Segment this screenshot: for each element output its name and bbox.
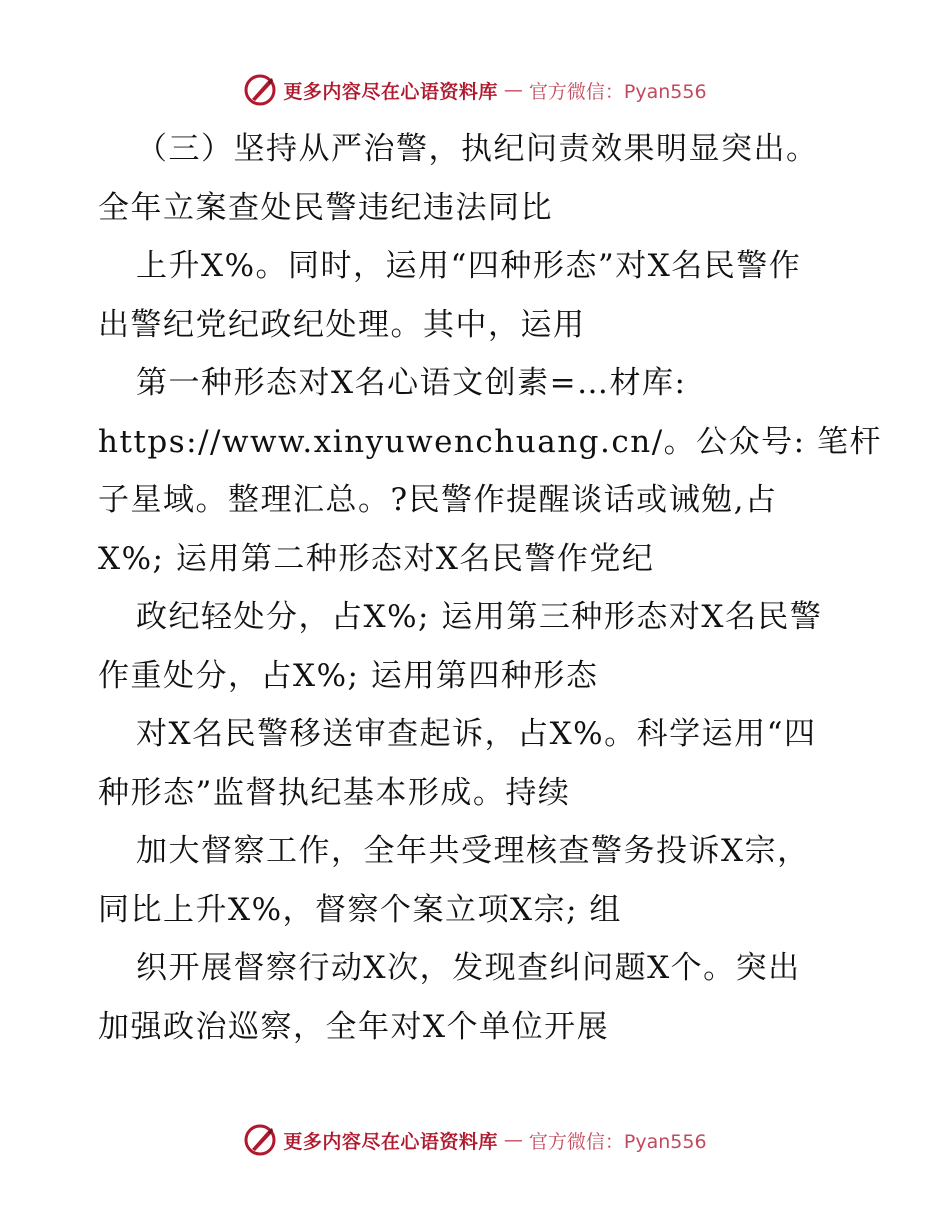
body-line: 种形态”监督执纪基本形成。持续 [98, 774, 571, 811]
body-line: 加大督察工作，全年共受理核查警务投诉X宗， [136, 833, 810, 869]
body-line: 政纪轻处分，占X%; 运用第三种形态对X名民警 [136, 599, 823, 635]
footer-site-text: 更多内容尽在心语资料库 [283, 1130, 498, 1153]
body-line: 子星域。整理汇总。?民警作提醒谈话或诫勉,占 [98, 482, 778, 518]
footer-banner [0, 1118, 950, 1162]
header-separator: — [503, 79, 523, 101]
body-line: 同比上升X%，督察个案立项X宗; 组 [98, 891, 622, 928]
body-line: （三）坚持从严治警，执纪问责效果明显突出。 [136, 131, 819, 167]
body-line: X%; 运用第二种形态对X名民警作党纪 [98, 540, 655, 577]
body-line: 作重处分，占X%; 运用第四种形态 [98, 657, 599, 694]
body-line: 出警纪党纪政纪处理。其中，运用 [98, 306, 586, 343]
body-line: 上升X%。同时，运用“四种形态”对X名民警作 [136, 248, 802, 284]
footer-separator: — [503, 1129, 523, 1151]
body-line: 全年立案查处民警违纪违法同比 [98, 189, 553, 226]
footer-wechat-text: 官方微信：Pyan556 [528, 1130, 707, 1153]
header-wechat-text: 官方微信：Pyan556 [528, 80, 707, 103]
document-body [98, 120, 882, 1056]
body-line: 第一种形态对X名心语文创素=…材库: [136, 365, 687, 401]
body-line: 织开展督察行动X次，发现查纠问题X个。突出 [136, 950, 801, 986]
quill-logo-icon [243, 73, 277, 107]
header-site-text: 更多内容尽在心语资料库 [283, 80, 498, 103]
quill-logo-icon [243, 1123, 277, 1157]
header-banner [0, 68, 950, 112]
body-line: 对X名民警移送审查起诉，占X%。科学运用“四 [136, 716, 817, 752]
body-line: https://www.xinyuwenchuang.cn/。公众号: 笔杆 [98, 423, 882, 460]
body-line: 加强政治巡察，全年对X个单位开展 [98, 1008, 610, 1045]
